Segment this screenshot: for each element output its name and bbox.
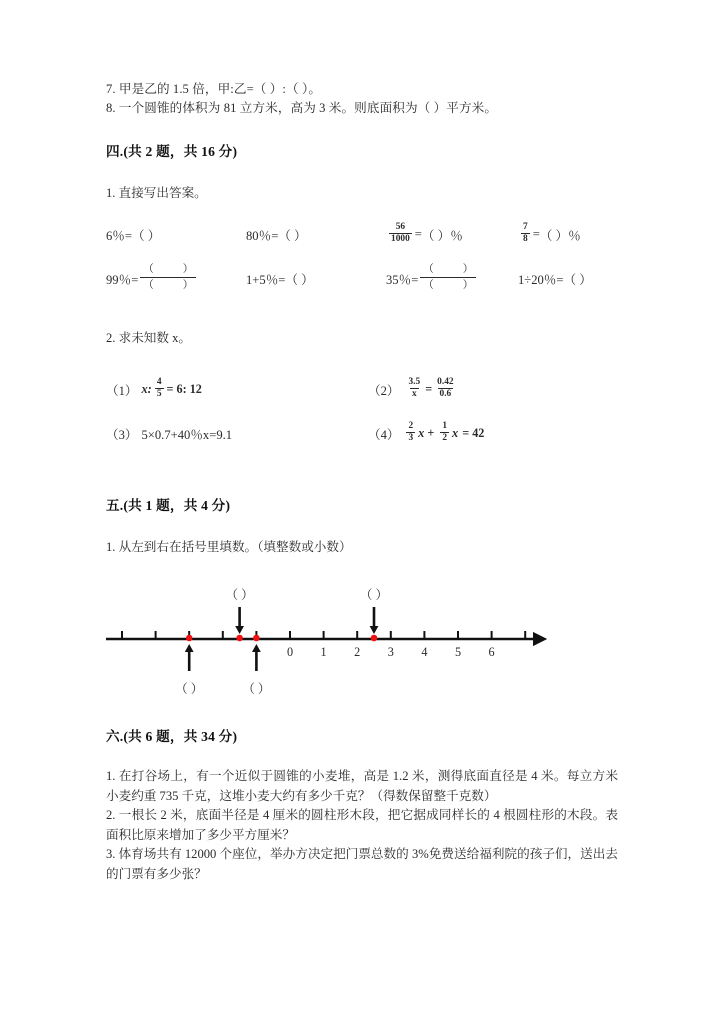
number-line-blank-above[interactable]: （ ） xyxy=(225,588,254,602)
fraction-numerator: 56 xyxy=(395,222,406,233)
fraction-numerator-blank[interactable]: （ ） xyxy=(143,263,194,275)
fraction-denominator: 2 xyxy=(442,433,448,443)
calc-expr: 6％= xyxy=(106,228,132,243)
fraction-56-1000 xyxy=(389,222,412,245)
equation-label: （4） xyxy=(368,427,400,442)
section-five-q1-label: 1. 从左到右在括号里填数。（填整数或小数） xyxy=(106,540,352,554)
variable-x: x xyxy=(418,425,425,440)
equation-label: （3） xyxy=(106,427,138,442)
equation-expr: x: xyxy=(141,381,152,396)
equation-2 xyxy=(368,378,608,401)
percent-sign: ％ xyxy=(450,228,463,243)
fraction-answer-blank[interactable] xyxy=(140,263,196,292)
number-line-tick-label: 6 xyxy=(488,645,495,659)
fraction-numerator: 0.42 xyxy=(437,377,454,388)
calc-item-fraction-7-8 xyxy=(518,223,618,246)
number-line-blank-above[interactable]: （ ） xyxy=(360,588,388,602)
fraction-denominator-blank[interactable]: （ ） xyxy=(420,277,476,292)
equation-tail: = 42 xyxy=(462,425,485,440)
fill-in-question-7: 7. 甲是乙的 1.5 倍，甲:乙=（ ）:（ ）。 xyxy=(106,82,322,96)
calc-item-1-plus-5-percent xyxy=(246,269,386,288)
fraction-1-2 xyxy=(440,421,449,444)
calc-item-35-percent xyxy=(386,263,518,292)
fraction-numerator: 3.5 xyxy=(408,377,421,388)
answer-blank[interactable]: （ ） xyxy=(563,272,592,287)
answer-blank[interactable]: （ ） xyxy=(278,228,307,243)
word-problem-2: 2. 一根长 2 米，底面半径是 4 厘米的圆柱形木段，把它据成同样长的 4 根圆柱形的木段。表面积比原来增加了多少平方厘米？ xyxy=(106,808,618,842)
fraction-3p5-over-x xyxy=(406,377,422,400)
equals-sign: = xyxy=(414,226,422,241)
equation-label: （2） xyxy=(368,383,400,398)
equation-4 xyxy=(368,422,608,445)
fraction-4-5 xyxy=(155,377,164,400)
fraction-denominator: x xyxy=(412,389,417,399)
fraction-denominator: 3 xyxy=(408,433,414,443)
fraction-denominator: 8 xyxy=(523,234,528,244)
calc-expr: 99％= xyxy=(106,272,139,287)
calc-item-fraction-56-1000 xyxy=(386,223,518,246)
fraction-numerator: 4 xyxy=(156,377,162,388)
number-line-figure xyxy=(106,583,618,695)
fraction-7-8 xyxy=(521,222,530,245)
equation-tail: = 6: 12 xyxy=(166,381,202,396)
answer-blank[interactable]: （ ） xyxy=(132,228,161,243)
section-heading-five: 五.(共 1 题，共 4 分) xyxy=(106,498,231,513)
fraction-answer-blank[interactable] xyxy=(420,263,476,292)
fraction-denominator: 0.6 xyxy=(439,389,452,399)
fraction-0p42-over-0p6 xyxy=(435,377,455,400)
plus-sign: + xyxy=(427,425,435,440)
equation-expr: 5×0.7+40％x=9.1 xyxy=(141,427,233,442)
number-line-tick-label: 4 xyxy=(421,645,428,659)
section-four-q1-label: 1. 直接写出答案。 xyxy=(106,186,207,200)
number-line-tick-label: 0 xyxy=(286,645,294,659)
calc-item-6-percent xyxy=(106,225,246,244)
variable-x: x xyxy=(452,425,459,440)
equation-row-2 xyxy=(106,416,618,450)
page-content xyxy=(106,80,618,884)
number-line-tick-label: 1 xyxy=(320,645,327,659)
fraction-numerator: 7 xyxy=(523,222,528,233)
section-heading-four: 四.(共 2 题，共 16 分) xyxy=(106,144,238,159)
fraction-denominator-blank[interactable]: （ ） xyxy=(140,277,196,292)
calc-expr: 35％= xyxy=(386,272,419,287)
percent-sign: ％ xyxy=(568,228,581,243)
fraction-denominator: 1000 xyxy=(391,234,410,244)
equals-sign: = xyxy=(425,381,433,396)
number-line-tick-label: 5 xyxy=(454,645,462,659)
number-line-blank-below[interactable]: （ ） xyxy=(242,682,271,696)
number-line-blank-below[interactable]: （ ） xyxy=(175,682,204,696)
section-four-q2-label: 2. 求未知数 x。 xyxy=(106,331,192,345)
fraction-denominator: 5 xyxy=(156,389,162,399)
equals-sign: = xyxy=(532,226,540,241)
word-problem-1: 1. 在打谷场上，有一个近似于圆锥的小麦堆，高是 1.2 米，测得底面直径是 4 米。每立方米小麦约重 735 千克，这堆小麦大约有多少千克？（得数保留整千克数） xyxy=(106,769,618,803)
calc-row-2 xyxy=(106,263,618,293)
fraction-numerator: 2 xyxy=(408,421,414,432)
calc-expr: 1÷20％= xyxy=(518,272,564,287)
calc-row-1 xyxy=(106,219,618,249)
fraction-numerator: 1 xyxy=(442,421,448,432)
fraction-2-3 xyxy=(406,421,415,444)
word-problem-3: 3. 体育场共有 12000 个座位，举办方决定把门票总数的 3%免费送给福利院的孩子们，送出去的门票有多少张？ xyxy=(106,847,618,881)
fill-in-question-8: 8. 一个圆锥的体积为 81 立方米，高为 3 米。则底面积为（ ）平方米。 xyxy=(106,101,498,115)
calc-expr: 80％= xyxy=(246,228,279,243)
number-line-tick-label: 2 xyxy=(354,645,361,659)
equation-1 xyxy=(106,378,368,401)
calc-item-80-percent xyxy=(246,225,386,244)
equation-3 xyxy=(106,424,368,443)
equation-label: （1） xyxy=(106,383,138,398)
answer-blank[interactable]: （ ） xyxy=(421,228,451,243)
equation-row-1 xyxy=(106,372,618,406)
calc-item-99-percent xyxy=(106,263,246,292)
answer-blank[interactable]: （ ） xyxy=(539,228,569,243)
section-heading-six: 六.(共 6 题，共 34 分) xyxy=(106,729,238,744)
calc-expr: 1+5％= xyxy=(246,272,286,287)
number-line-tick-label: 3 xyxy=(387,645,394,659)
fraction-numerator-blank[interactable]: （ ） xyxy=(423,263,474,275)
calc-item-1-div-20-percent xyxy=(518,269,618,288)
answer-blank[interactable]: （ ） xyxy=(285,272,314,287)
